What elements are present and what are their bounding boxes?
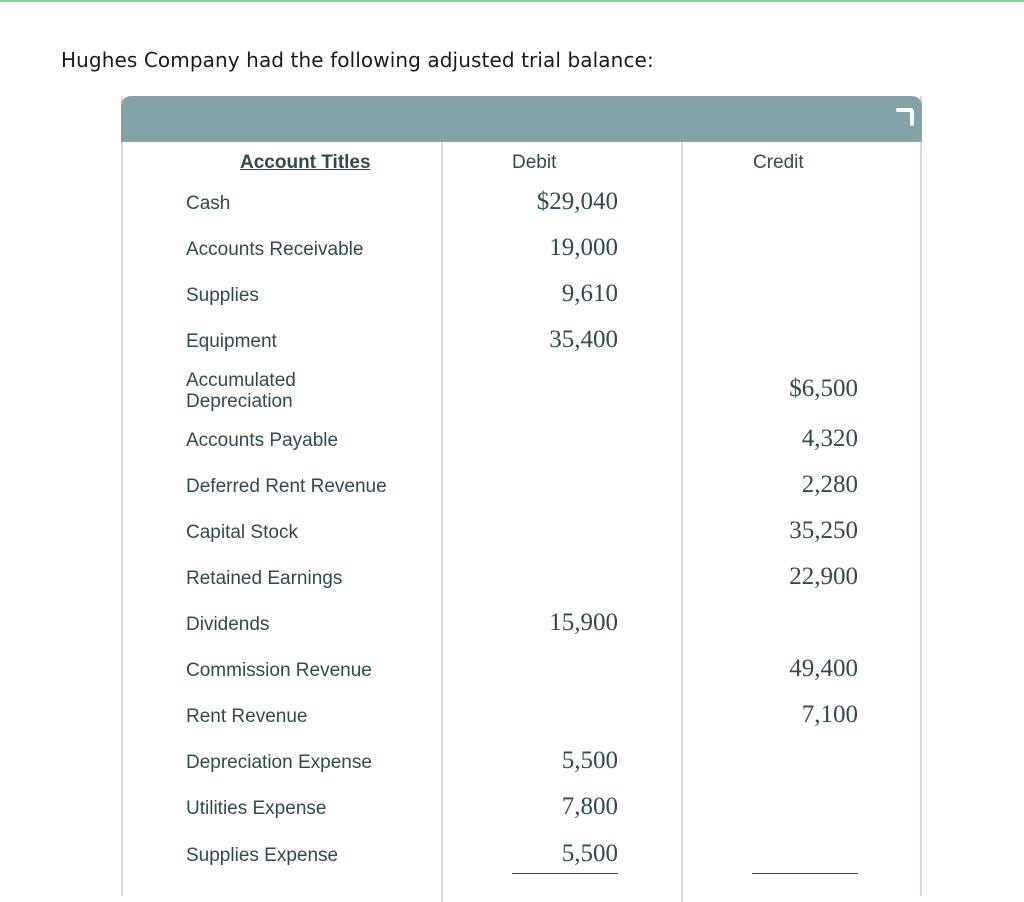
corner-icon[interactable]: [896, 106, 914, 126]
table-header-bar: [121, 96, 922, 142]
debit-value: 15,900: [549, 609, 618, 636]
account-label: Depreciation Expense: [186, 752, 372, 773]
account-label: Dividends: [186, 614, 270, 635]
account-label: Rent Revenue: [186, 706, 308, 727]
debit-value: 19,000: [549, 234, 618, 261]
debit-value: 5,500: [561, 840, 618, 867]
debit-value: 7,800: [561, 793, 618, 820]
credit-total-underline: [752, 873, 858, 874]
debit-value: $29,040: [536, 188, 618, 215]
column-divider-1: [441, 142, 443, 902]
header-account-titles: Account Titles: [240, 152, 371, 173]
account-label: Accumulated Depreciation: [186, 370, 296, 412]
account-label: Cash: [186, 193, 231, 214]
question-prompt: Hughes Company had the following adjusted trial balance:: [61, 48, 654, 72]
account-label: Accounts Payable: [186, 430, 339, 451]
credit-value: 2,280: [801, 471, 858, 498]
header-credit: Credit: [753, 152, 804, 173]
top-divider: [0, 0, 1024, 2]
credit-value: 22,900: [789, 563, 858, 590]
debit-value: 35,400: [549, 326, 618, 353]
credit-value: 7,100: [801, 701, 858, 728]
account-label: Capital Stock: [186, 522, 298, 543]
account-label: Retained Earnings: [186, 568, 343, 589]
debit-total-underline: [512, 873, 618, 874]
account-label: Accounts Receivable: [186, 239, 364, 260]
account-label: Commission Revenue: [186, 660, 372, 681]
account-label: Utilities Expense: [186, 798, 327, 819]
account-label: Supplies: [186, 285, 259, 306]
debit-value: 9,610: [561, 280, 618, 307]
debit-value: 5,500: [561, 747, 618, 774]
account-label: Deferred Rent Revenue: [186, 476, 387, 497]
credit-value: 4,320: [801, 425, 858, 452]
account-label: Supplies Expense: [186, 845, 339, 866]
account-label: Equipment: [186, 331, 277, 352]
credit-value: 35,250: [789, 517, 858, 544]
header-debit: Debit: [512, 152, 557, 173]
column-divider-2: [681, 142, 683, 902]
credit-value: $6,500: [789, 375, 858, 402]
credit-value: 49,400: [789, 655, 858, 682]
